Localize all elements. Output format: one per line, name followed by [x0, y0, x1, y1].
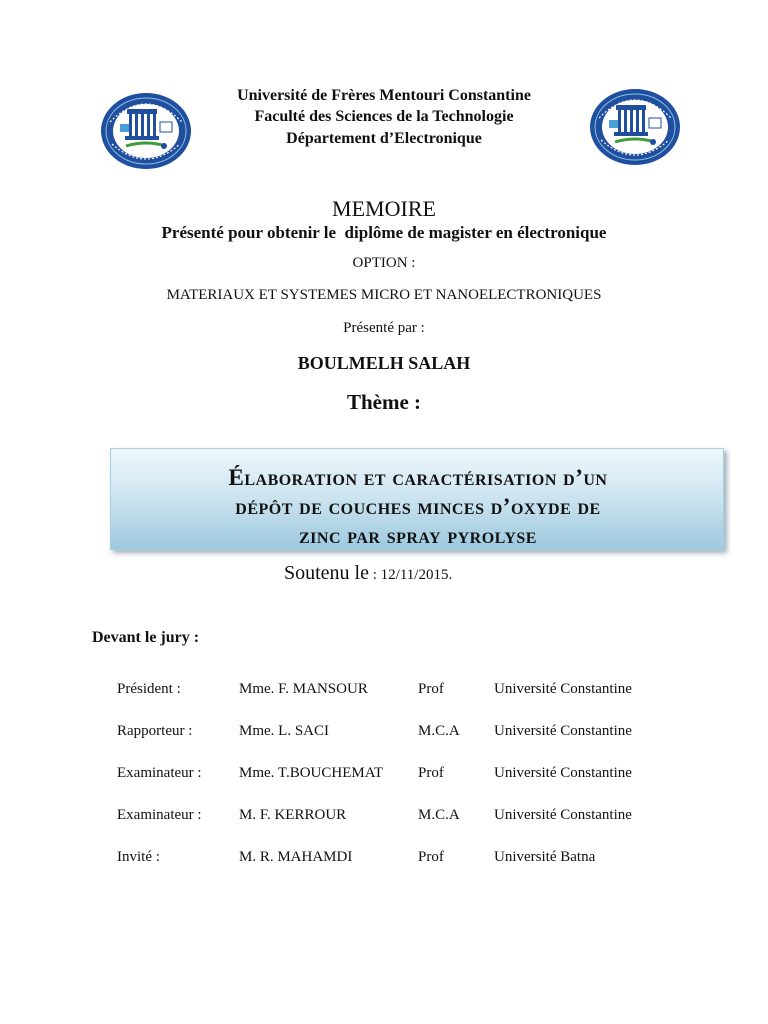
theme-title — [111, 463, 725, 550]
university-name: Université de Frères Mentouri Constantine — [237, 87, 531, 104]
author-name: BOULMELH SALAH — [297, 353, 471, 373]
theme-title-line-2: dépôt de couches minces d’oxyde de — [235, 494, 601, 519]
jury-grade: Prof — [418, 849, 444, 865]
jury-role: Président : — [117, 681, 181, 697]
jury-university: Université Constantine — [494, 807, 632, 823]
jury-university: Université Constantine — [494, 681, 632, 697]
jury-name: M. F. KERROUR — [239, 807, 347, 823]
theme-title-line-1: Élaboration et caractérisation d’un — [228, 465, 608, 490]
jury-name: Mme. T.BOUCHEMAT — [239, 765, 384, 781]
defense-date: : 12/11/2015. — [369, 567, 453, 583]
jury-title: Devant le jury : — [92, 629, 200, 646]
jury-row — [0, 765, 768, 787]
theme-label: Thème : — [346, 390, 422, 414]
option-label: OPTION : — [352, 255, 416, 271]
defense-date-line — [284, 562, 452, 585]
jury-role: Rapporteur : — [117, 723, 193, 739]
option-value: MATERIAUX ET SYSTEMES MICRO ET NANOELECTRONIQUES — [166, 287, 602, 303]
jury-role: Examinateur : — [117, 807, 202, 823]
theme-title-line-3: zinc par spray pyrolyse — [299, 523, 537, 548]
document-type: MEMOIRE — [332, 196, 436, 221]
jury-row — [0, 681, 768, 703]
defense-label: Soutenu le — [284, 562, 369, 584]
jury-grade: M.C.A — [418, 807, 460, 823]
jury-row — [0, 849, 768, 871]
jury-university: Université Batna — [494, 849, 596, 865]
jury-row — [0, 723, 768, 745]
jury-grade: Prof — [418, 765, 444, 781]
presented-by-label: Présenté par : — [343, 320, 425, 336]
jury-role: Examinateur : — [117, 765, 202, 781]
jury-university: Université Constantine — [494, 765, 632, 781]
jury-university: Université Constantine — [494, 723, 632, 739]
jury-name: Mme. L. SACI — [239, 723, 329, 739]
faculty-name: Faculté des Sciences de la Technologie — [254, 108, 514, 125]
jury-row — [0, 807, 768, 829]
theme-box — [110, 448, 724, 550]
department-name: Département d’Electronique — [286, 130, 482, 147]
jury-grade: M.C.A — [418, 723, 460, 739]
document-purpose: Présenté pour obtenir le diplôme de magister en électronique — [161, 223, 607, 242]
jury-grade: Prof — [418, 681, 444, 697]
jury-name: Mme. F. MANSOUR — [239, 681, 368, 697]
jury-name: M. R. MAHAMDI — [239, 849, 353, 865]
jury-role: Invité : — [117, 849, 160, 865]
